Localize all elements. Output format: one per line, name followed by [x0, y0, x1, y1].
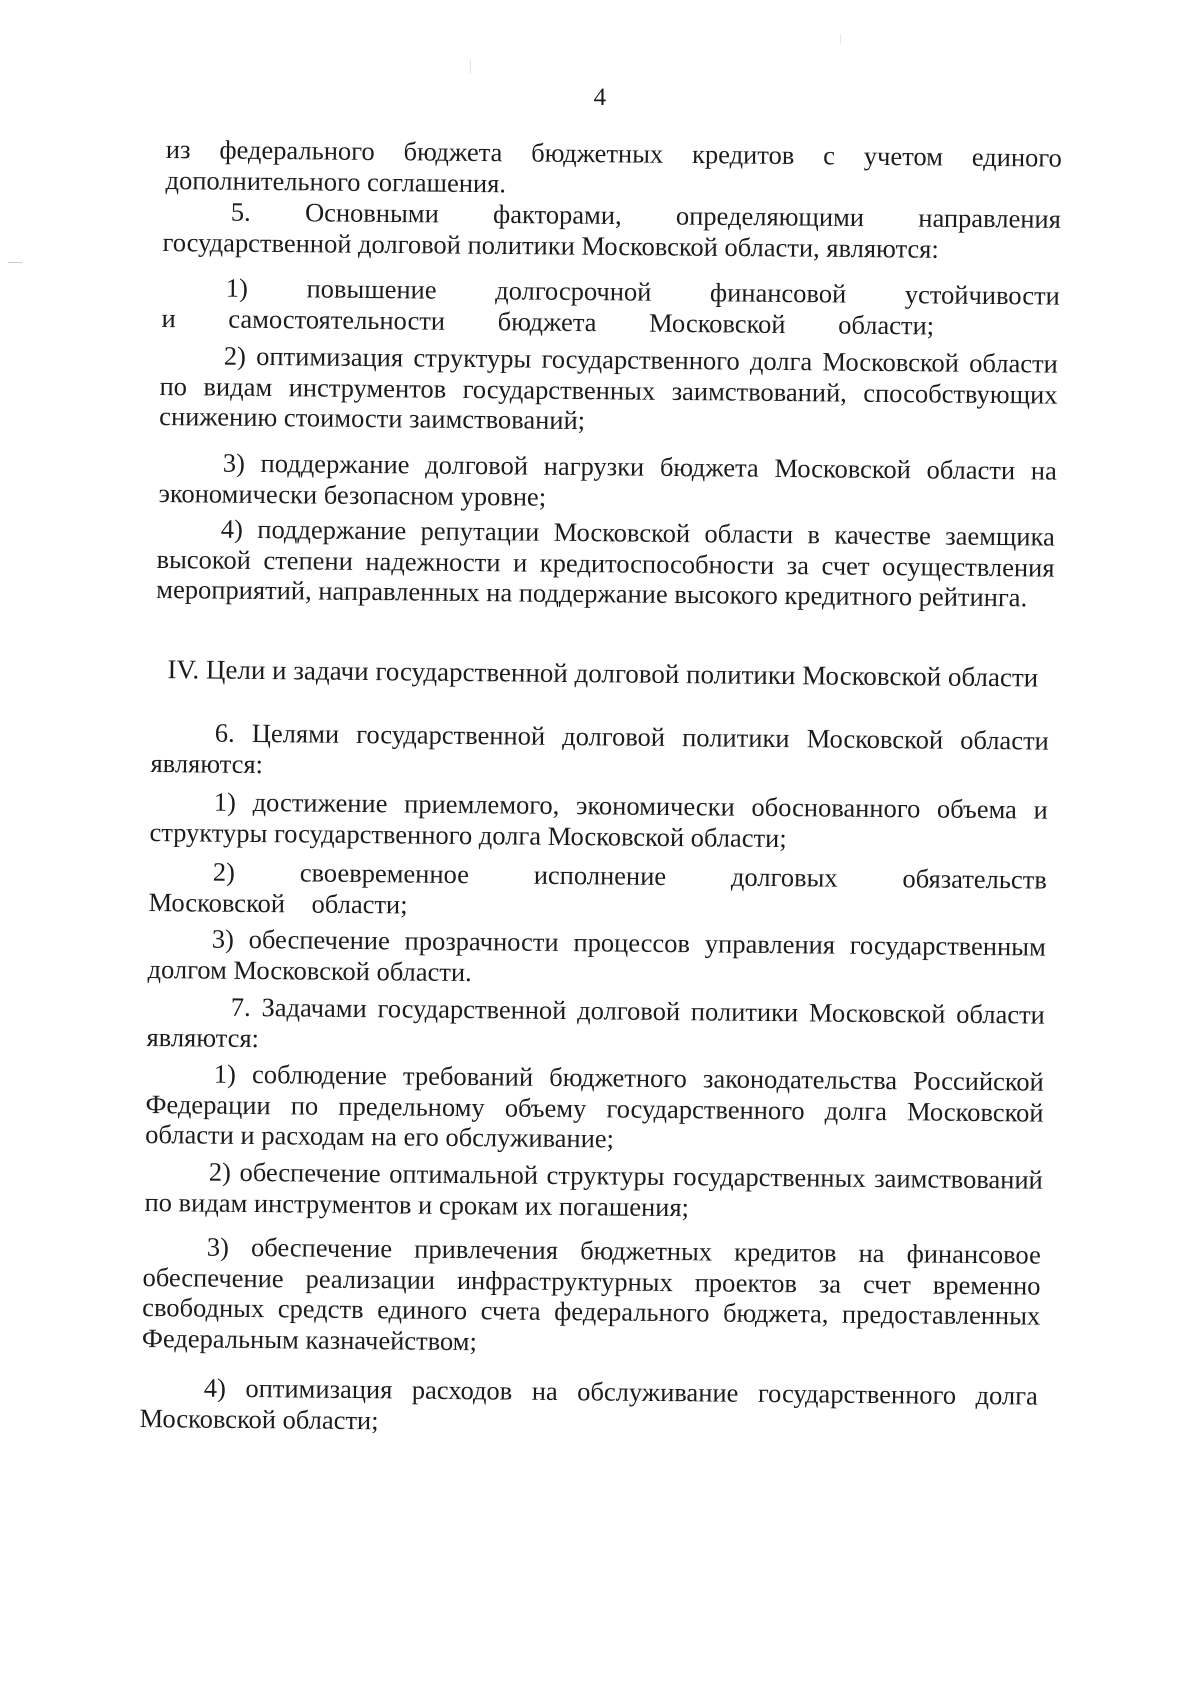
paragraph-5-item-4: 4) поддержание репутации Московской области в качестве заемщика высокой степени надежности и кредитоспособности за счет осуществления мероприятий, направленных на поддержание высокого кредитного рейтинга.: [156, 513, 1055, 613]
paragraph-5-item-3: 3) поддержание долговой нагрузки бюджета Московской области на экономически безопасном уровне;: [158, 447, 1057, 512]
paragraph-7-item-3: 3) обеспечение привлечения бюджетных кредитов на финансовое обеспечение реализации инфраструктурных проектов за счет временно свободных средств единого счета федерального бюджета, предоставленных Федеральным казначейством;: [141, 1231, 1041, 1356]
paragraph-intro-continued: из федерального бюджета бюджетных кредитов с учетом единого дополнительного соглашения.: [165, 134, 1062, 198]
paragraph-5-item-2: 2) оптимизация структуры государственного долга Московской области по видам инструментов государственных заимствований, способствующих снижению стоимости заимствований;: [159, 340, 1058, 436]
section-heading: IV. Цели и задачи государственной долговой политики Московской области: [167, 654, 1039, 693]
paragraph-5: 5. Основными факторами, определяющими направления государственной долговой политики Московской области, являются:: [162, 196, 1061, 264]
paragraph-5-item-1: 1) повышение долгосрочной финансовой устойчивости и самостоятельности бюджета Московской области;: [161, 272, 1060, 340]
paragraph-7-item-2: 2) обеспечение оптимальной структуры государственных заимствований по видам инструментов и срокам их погашения;: [144, 1156, 1043, 1222]
paragraph-7-item-1: 1) соблюдение требований бюджетного законодательства Российской Федерации по предельному объему государственного долга Московской области и расходам на его обслуживание;: [145, 1058, 1044, 1154]
paragraph-6-item-1: 1) достижение приемлемого, экономически обоснованного объема и структуры государственного долга Московской области;: [149, 786, 1048, 853]
paragraph-7-item-4: 4) оптимизация расходов на обслуживание государственного долга Московской области;: [139, 1372, 1038, 1435]
paragraph-6: 6. Целями государственной долговой политики Московской области являются:: [150, 717, 1049, 779]
paragraph-7: 7. Задачами государственной долговой политики Московской области являются:: [146, 991, 1045, 1053]
paragraph-6-item-3: 3) обеспечение прозрачности процессов управления государственным долгом Московской области.: [147, 923, 1046, 987]
page-number: 4: [593, 84, 607, 111]
paragraph-6-item-2: 2) своевременное исполнение долговых обязательств Московской области;: [148, 856, 1047, 919]
